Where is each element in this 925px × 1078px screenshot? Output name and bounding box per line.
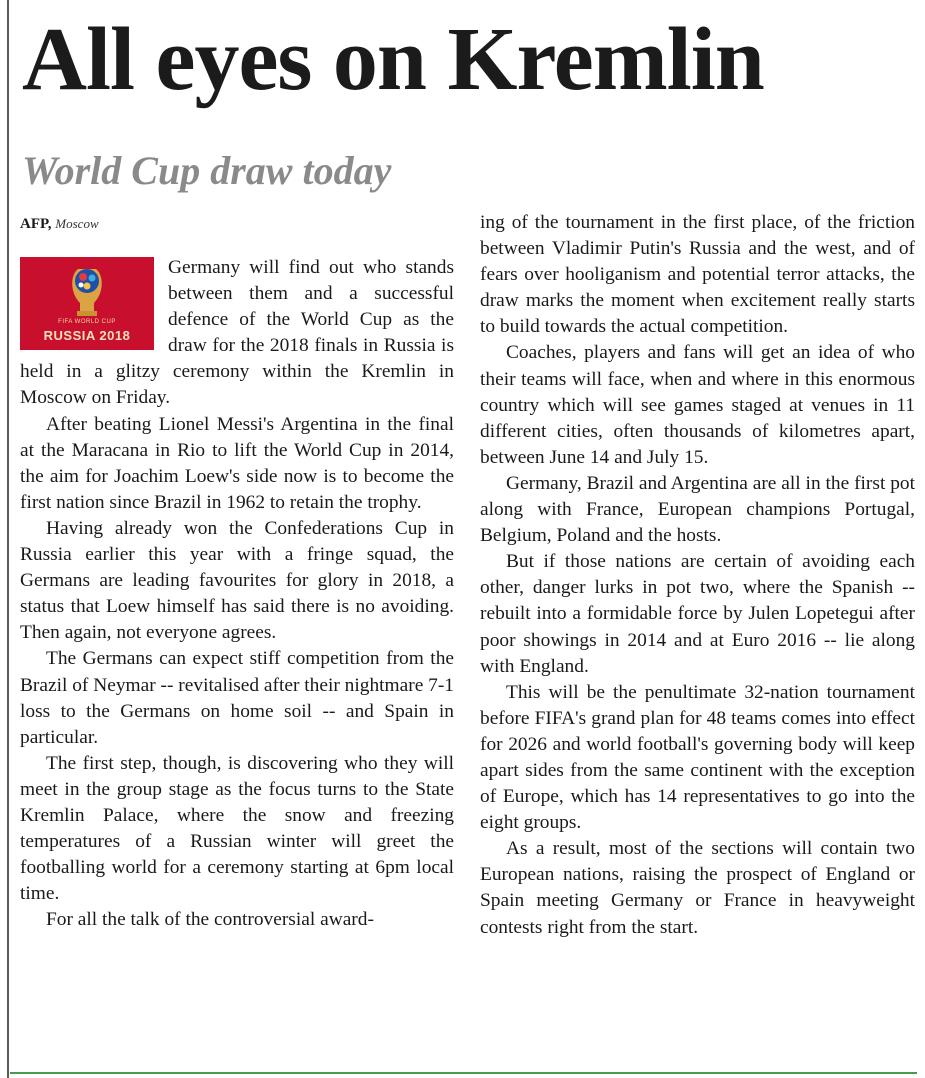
byline-place: Moscow xyxy=(55,216,99,231)
world-cup-trophy-icon xyxy=(66,263,108,319)
paragraph: The first step, though, is discovering who they will meet in the group stage as the focus turns to the State Kremlin Palace, where the snow and freezing temperatures of a Russian winter will greet the footballing world for a ceremony starting at 6pm local time. xyxy=(20,752,454,905)
byline xyxy=(20,214,99,234)
paragraph: Having already won the Confederations Cup in Russia earlier this year with a fringe squad, the Germans are leading favourites for glory in 2018, a status that Loew himself has said there is no avoiding. Then again, not everyone agrees. xyxy=(20,517,454,644)
subheadline: World Cup draw today xyxy=(22,148,392,193)
paragraph: ing of the tournament in the first place, of the friction between Vladimir Putin's Russia and the west, and of fears over hooliganism and potential terror attacks, the draw marks the moment when excitement really starts to build towards the actual competition. xyxy=(480,212,915,338)
paragraph: But if those nations are certain of avoiding each other, danger lurks in pot two, where the Spanish -- rebuilt into a formidable force by Julen Lopetegui after poor showings in 2014 and at Euro 2016 -- lie along with England. xyxy=(480,551,915,677)
logo-caption-small: FIFA WORLD CUP xyxy=(58,319,116,325)
logo-caption-russia-2018: RUSSIA 2018 xyxy=(43,328,131,343)
paragraph: After beating Lionel Messi's Argentina in the final at the Maracana in Rio to lift the World Cup in 2014, the aim for Joachim Loew's side now is to become the first nation since Brazil in 1962 to retain the trophy. xyxy=(20,413,454,513)
headline: All eyes on Kremlin xyxy=(22,10,764,109)
paragraph: Coaches, players and fans will get an idea of who their teams will face, when and where in this enormous country which will see games staged at venues in 11 different cities, often thousands of kilometres apart, between June 14 and July 15. xyxy=(480,342,915,468)
article-column-right xyxy=(480,210,915,941)
paragraph: This will be the penultimate 32-nation tournament before FIFA's grand plan for 48 teams comes into effect for 2026 and world football's governing body will keep apart sides from the same continent with the exception of Europe, which has 14 representatives to go into the eight groups. xyxy=(480,681,915,834)
left-column-rule xyxy=(7,0,9,1078)
bottom-rule xyxy=(10,1072,917,1074)
paragraph: Germany, Brazil and Argentina are all in the first pot along with France, European champions Portugal, Belgium, Poland and the hosts. xyxy=(480,472,915,547)
byline-agency: AFP, xyxy=(20,216,52,232)
article-column-left xyxy=(20,255,454,933)
paragraph: For all the talk of the controversial award- xyxy=(46,909,374,931)
paragraph: The Germans can expect stiff competition from the Brazil of Neymar -- revitalised after their nightmare 7-1 loss to the Germans on home soil -- and Spain in particular. xyxy=(20,648,454,748)
paragraph: As a result, most of the sections will contain two European nations, raising the prospect of England or Spain meeting Germany or France in heavyweight contests right from the start. xyxy=(480,838,915,938)
world-cup-logo xyxy=(20,257,154,350)
paragraph: Germany will find out who stands between them and a successful defence of the World Cup as the draw for the 2018 finals in Russia is held in a glitzy ceremony within the Kremlin in Moscow on Friday. xyxy=(20,257,454,409)
